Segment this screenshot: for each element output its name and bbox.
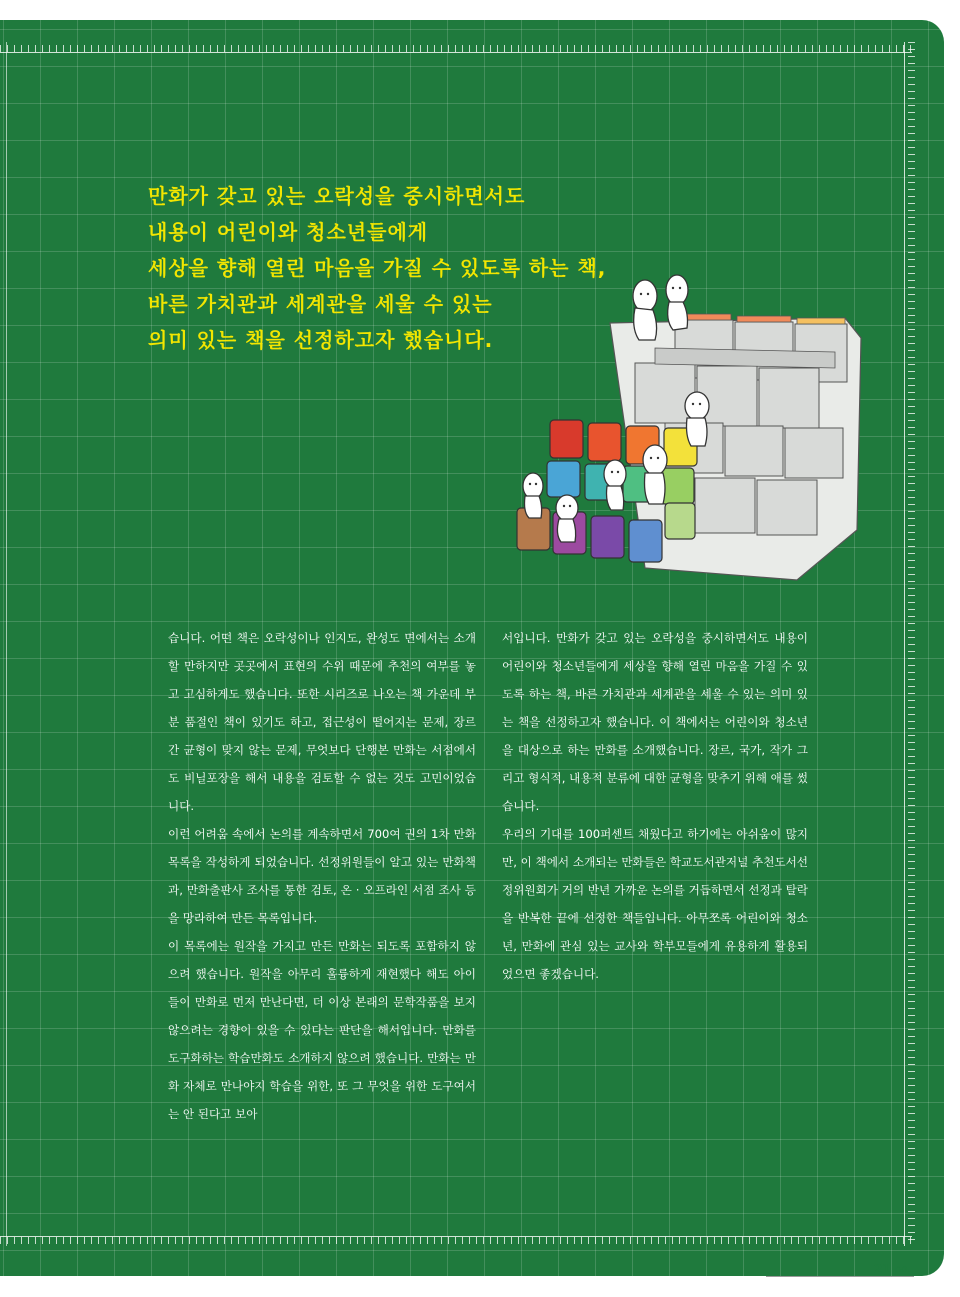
headline-line: 만화가 갖고 있는 오락성을 중시하면서도 <box>148 184 526 208</box>
body-column-left <box>168 624 476 1128</box>
headline-line: 내용이 어린이와 청소년들에게 <box>148 220 429 244</box>
headline-line: 세상을 향해 열린 마음을 가질 수 있도록 하는 책, <box>148 256 607 280</box>
body-paragraph: 우리의 기대를 100퍼센트 채웠다고 하기에는 아쉬움이 많지만, 이 책에서 소개되는 만화들은 학교도서관저널 추천도서선정위원회가 거의 반년 가까운 논의를 거듭하면서 선정과 탈락을 반복한 끝에 선정한 책들입니다. 아무쪼록 어린이와 청소년, 만화에 관심 있는 교사와 학부모들에게 유용하게 활용되었으면 좋겠습니다. <box>502 827 808 981</box>
body-paragraph: 이 목록에는 원작을 가지고 만든 만화는 되도록 포함하지 않으려 했습니다. 원작을 아무리 훌륭하게 재현했다 해도 아이들이 만화로 먼저 만난다면, 더 이상 본래의 문학작품을 보지 않으려는 경향이 있을 수 있다는 판단을 해서입니다. 만화를 도구화하는 학습만화도 소개하지 않으려 했습니다. 만화는 만화 자체로 만나야지 학습을 위한, 또 그 무엇을 위한 도구여서는 안 된다고 보아 <box>168 939 476 1121</box>
body-paragraph: 이런 어려움 속에서 논의를 계속하면서 700여 권의 1차 만화 목록을 작성하게 되었습니다. 선정위원들이 알고 있는 만화책과, 만화출판사 조사를 통한 검토, 온 · 오프라인 서점 조사 등을 망라하여 만든 목록입니다. <box>168 827 476 925</box>
ruler-bottom <box>0 1236 912 1247</box>
body-column-right <box>502 624 808 988</box>
ruler-top <box>0 42 912 53</box>
body-paragraph: 서입니다. 만화가 갖고 있는 오락성을 중시하면서도 내용이 어린이와 청소년들에게 세상을 향해 열린 마음을 가질 수 있도록 하는 책, 바른 가치관과 세계관을 세울 수 있는 의미 있는 책을 선정하고자 했습니다. 이 책에서는 어린이와 청소년을 대상으로 하는 만화를 소개했습니다. 장르, 국가, 작가 그리고 형식적, 내용적 분류에 대한 균형을 맞추기 위해 애를 썼습니다. <box>502 631 808 813</box>
footer-divider <box>766 1276 914 1277</box>
headline-line: 바른 가치관과 세계관을 세울 수 있는 <box>148 292 493 316</box>
ruler-left <box>0 42 7 1246</box>
stacked-books-with-characters-illustration <box>505 268 875 598</box>
page-number-suffix: no. <box>895 1264 911 1275</box>
page-number: 21 <box>874 1262 891 1276</box>
headline-line: 의미 있는 책을 선정하고자 했습니다. <box>148 328 494 352</box>
ruler-right <box>904 42 915 1246</box>
body-paragraph: 습니다. 어떤 책은 오락성이나 인지도, 완성도 면에서는 소개할 만하지만 곳곳에서 표현의 수위 때문에 추천의 여부를 놓고 고심하게도 했습니다. 또한 시리즈로 나오는 책 가운데 부분 품절인 책이 있기도 하고, 접근성이 떨어지는 문제, 장르 간 균형이 맞지 않는 문제, 무엇보다 단행본 만화는 서점에서도 비닐포장을 해서 내용을 검토할 수 없는 것도 고민이었습니다. <box>168 631 476 813</box>
